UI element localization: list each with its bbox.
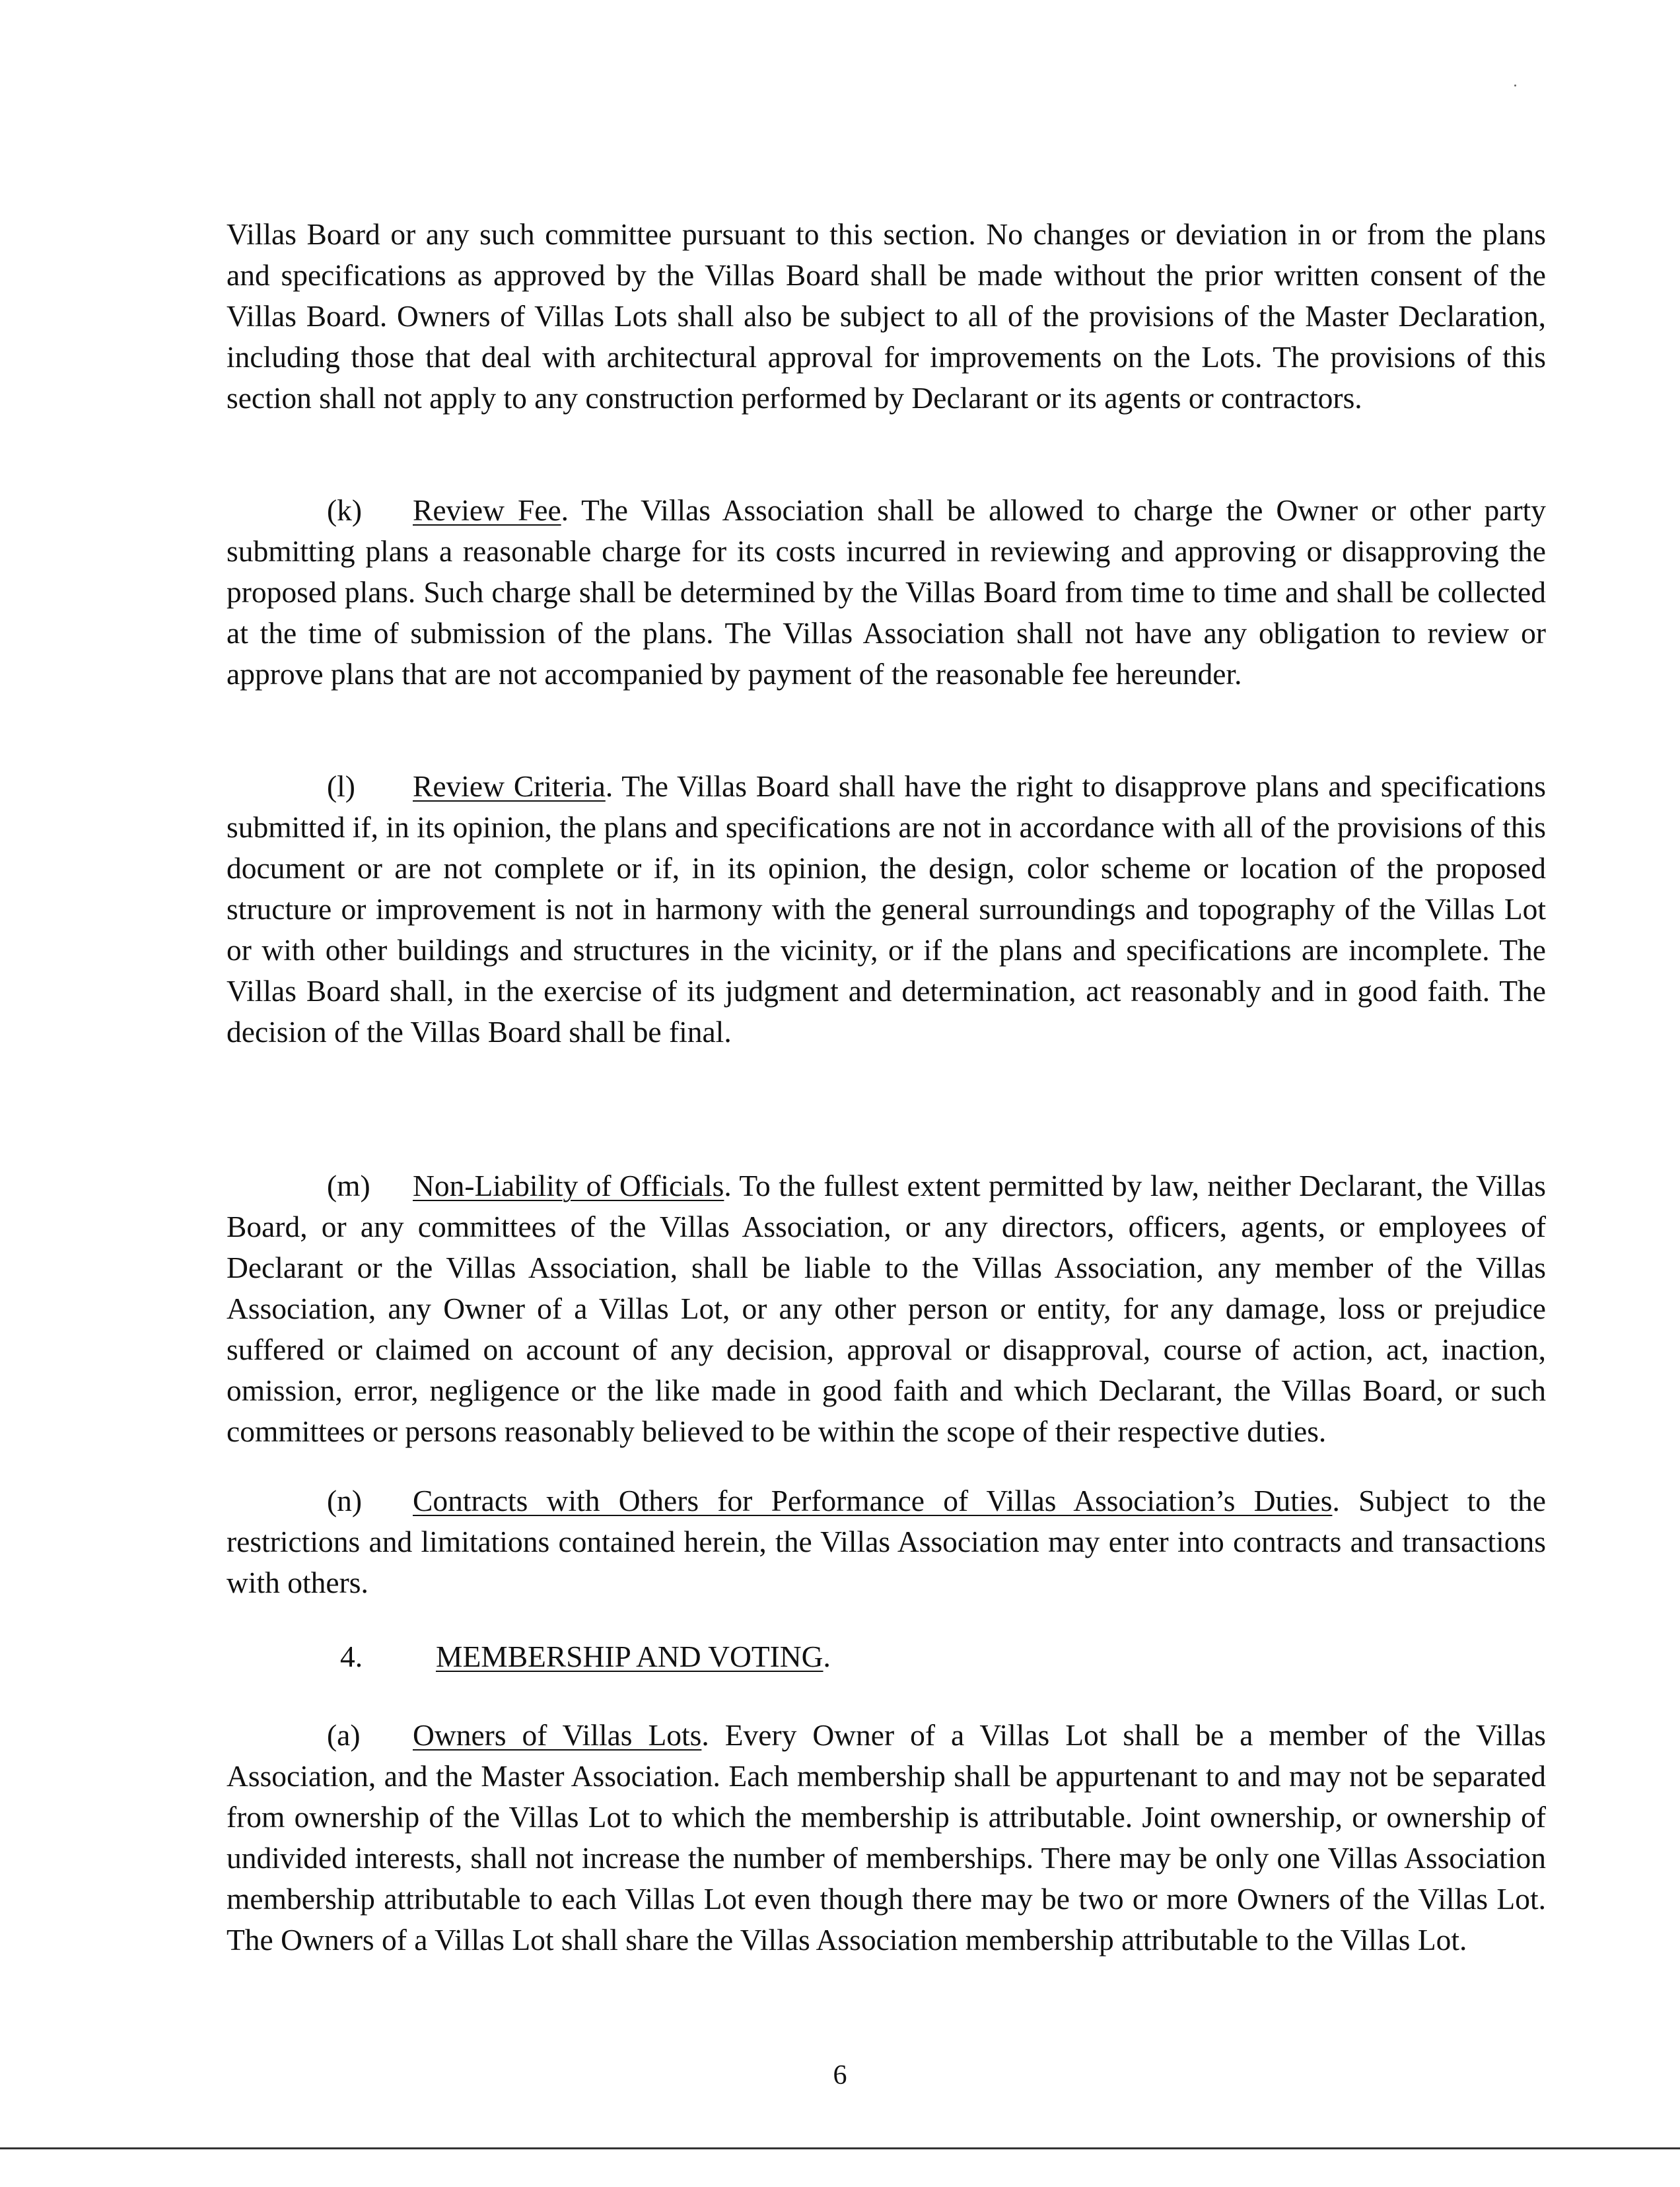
- section-n-label: (n): [327, 1484, 363, 1517]
- section-m-text: . To the fullest extent permitted by law, neither Declarant, the Villas Board, or any committees of the Villas Association, or any directors, officers, agents, or employees of Declarant or the Villas Association, shall be liable to the Villas Association, any member of the Villas Association, any Owner of a Villas Lot, or any other person or entity, for any damage, loss or prejudice suffered or claimed on account of any decision, approval or disapproval, course of action, act, inaction, omission, error, negligence or the like made in good faith and which Declarant, the Villas Board, or such committees or persons reasonably believed to be within the scope of their respective duties.: [227, 1169, 1547, 1448]
- section-k-label: (k): [327, 493, 363, 527]
- continued-paragraph: [227, 214, 1546, 419]
- continued-paragraph-text: Villas Board or any such committee pursuant to this section. No changes or deviation in or from the plans and specifications as approved by the Villas Board shall be made without the prior written consent of the Villas Board. Owners of Villas Lots shall also be subject to all of the provisions of the Master Declaration, including those that deal with architectural approval for improvements on the Lots. The provisions of this section shall not apply to any construction performed by Declarant or its agents or contractors.: [227, 217, 1546, 415]
- subsection-a-label: (a): [327, 1718, 361, 1752]
- subsection-a: [227, 1715, 1546, 1961]
- section-m-label: (m): [327, 1169, 370, 1202]
- article-period: .: [823, 1640, 831, 1673]
- section-l-title: Review Criteria: [413, 769, 606, 803]
- section-k-title: Review Fee: [413, 493, 561, 527]
- bottom-rule: [0, 2147, 1680, 2149]
- section-m: [227, 1165, 1546, 1452]
- section-l: [227, 766, 1546, 1053]
- section-n: [227, 1480, 1546, 1603]
- subsection-a-title: Owners of Villas Lots: [413, 1718, 702, 1752]
- scan-speck: [1514, 85, 1516, 87]
- subsection-a-text: . Every Owner of a Villas Lot shall be a member of the Villas Association, and the Master Association. Each membership shall be appurtenant to and may not be separated from ownership of the Villas Lot to which the membership is attributable. Joint ownership, or ownership of undivided interests, shall not increase the number of memberships. There may be only one Villas Association membership attributable to each Villas Lot even though there may be two or more Owners of the Villas Lot. The Owners of a Villas Lot shall share the Villas Association membership attributable to the Villas Lot.: [227, 1718, 1546, 1957]
- article-heading: [227, 1636, 831, 1677]
- section-l-label: (l): [327, 769, 355, 803]
- section-n-title: Contracts with Others for Performance of Villas Association’s Duties: [413, 1484, 1333, 1517]
- section-k: [227, 490, 1546, 695]
- section-l-text: . The Villas Board shall have the right to disapprove plans and specifications submitted if, in its opinion, the plans and specifications are not in accordance with all of the provisions of this document or are not complete or if, in its opinion, the design, color scheme or location of the proposed structure or improvement is not in harmony with the general surroundings and topography of the Villas Lot or with other buildings and structures in the vicinity, or if the plans and specifications are incomplete. The Villas Board shall, in the exercise of its judgment and determination, act reasonably and in good faith. The decision of the Villas Board shall be final.: [227, 769, 1546, 1049]
- section-n-text: . Subject to the restrictions and limitations contained herein, the Villas Association may enter into contracts and transactions with others.: [227, 1484, 1546, 1599]
- article-number: 4.: [340, 1640, 363, 1673]
- article-title: MEMBERSHIP AND VOTING: [436, 1640, 823, 1673]
- section-m-title: Non-Liability of Officials: [413, 1169, 724, 1202]
- page-number: 6: [833, 2060, 847, 2091]
- section-k-text: . The Villas Association shall be allowed to charge the Owner or other party submitting plans a reasonable charge for its costs incurred in reviewing and approving or disapproving the proposed plans. Such charge shall be determined by the Villas Board from time to time and shall be collected at the time of submission of the plans. The Villas Association shall not have any obligation to review or approve plans that are not accompanied by payment of the reasonable fee hereunder.: [227, 493, 1546, 691]
